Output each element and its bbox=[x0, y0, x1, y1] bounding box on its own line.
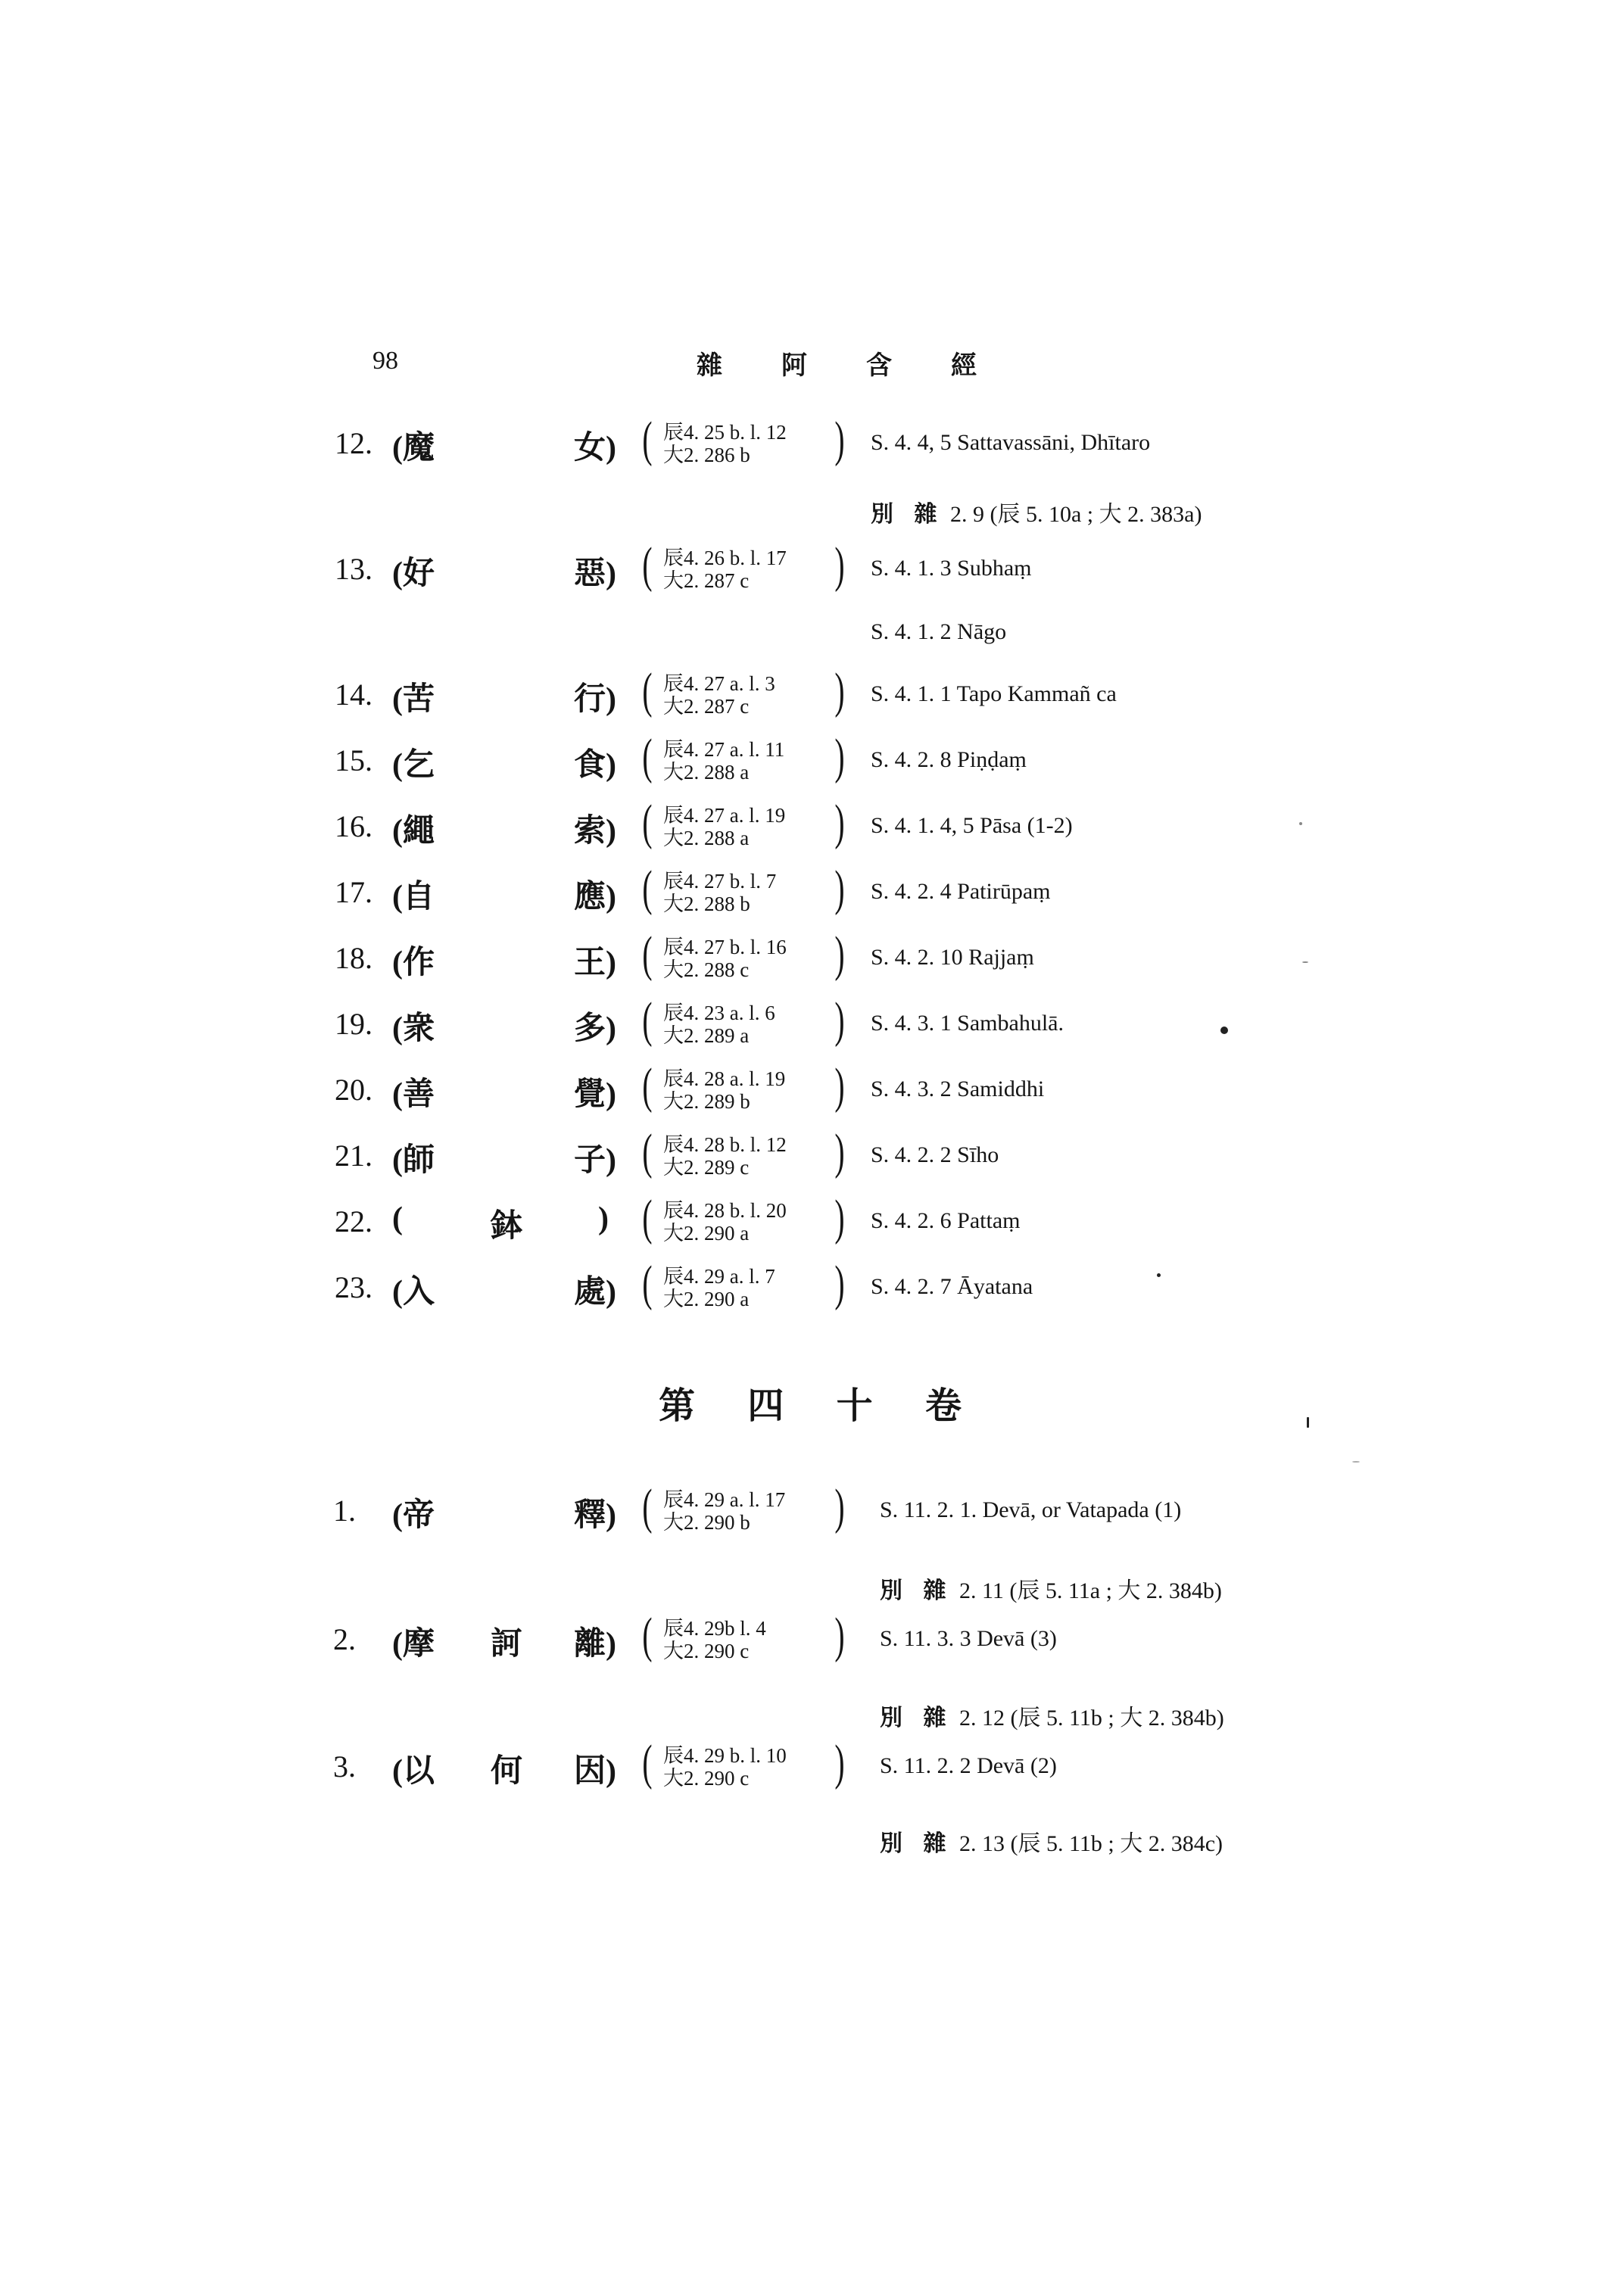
reference-line: 辰4. 28 a. l. 19 bbox=[663, 1067, 786, 1090]
title-middle: 訶 bbox=[491, 1627, 523, 1662]
sutra-entry bbox=[0, 1256, 1624, 1326]
title-close: 應) bbox=[574, 880, 616, 914]
scan-speck bbox=[1302, 961, 1308, 963]
running-title-char: 含 bbox=[866, 352, 892, 380]
pali-parallel: S. 4. 2. 8 Piṇḍaṃ bbox=[871, 747, 1027, 772]
running-title-char: 雜 bbox=[697, 352, 722, 380]
sutra-title bbox=[392, 548, 650, 594]
canon-reference: ( 辰4. 28 b. l. 12 大2. 289 c ) bbox=[642, 1124, 845, 1179]
reference-line: 辰4. 29 a. l. 17 bbox=[663, 1488, 786, 1511]
sutra-title bbox=[392, 422, 650, 468]
pali-parallel: S. 11. 3. 3 Devā (3) bbox=[880, 1626, 1057, 1651]
reference-line: 辰4. 29 b. l. 10 bbox=[663, 1744, 787, 1767]
title-open: (以 bbox=[392, 1754, 435, 1789]
title-open: (師 bbox=[392, 1143, 435, 1178]
heading-char: 四 bbox=[747, 1386, 784, 1426]
pali-parallel: S. 4. 2. 10 Rajjaṃ bbox=[871, 945, 1034, 970]
sutra-title bbox=[392, 1069, 650, 1114]
reference-line: 大2. 287 c bbox=[663, 695, 750, 718]
sutra-title bbox=[392, 1618, 650, 1664]
canon-reference: ( 辰4. 29 b. l. 10 大2. 290 c ) bbox=[642, 1735, 845, 1790]
reference-line: 辰4. 28 b. l. 20 bbox=[663, 1199, 787, 1222]
canon-reference: ( 辰4. 28 b. l. 20 大2. 290 a ) bbox=[642, 1190, 845, 1245]
reference-line: 大2. 290 c bbox=[663, 1640, 750, 1662]
reference-line: 辰4. 27 b. l. 7 bbox=[663, 870, 777, 893]
sutra-title bbox=[392, 1490, 650, 1535]
reference-line: 辰4. 29 a. l. 7 bbox=[663, 1265, 775, 1288]
alt-value: 2. 12 (辰 5. 11b ; 大 2. 384b) bbox=[959, 1706, 1224, 1731]
title-middle: 鉢 bbox=[491, 1209, 523, 1244]
canon-reference: ( 辰4. 26 b. l. 17 大2. 287 c ) bbox=[642, 537, 845, 593]
entry-number: 3. bbox=[333, 1749, 356, 1784]
sutra-entry bbox=[0, 1124, 1624, 1194]
reference-line: 大2. 286 b bbox=[663, 444, 750, 466]
canon-reference: ( 辰4. 29 a. l. 17 大2. 290 b ) bbox=[642, 1479, 845, 1534]
title-close: 惡) bbox=[574, 556, 616, 591]
page-number: 98 bbox=[372, 347, 398, 375]
separate-translation-ref bbox=[871, 495, 1202, 528]
reference-line: 辰4. 27 b. l. 16 bbox=[663, 936, 787, 958]
title-middle: 何 bbox=[491, 1754, 523, 1789]
reference-line: 辰4. 27 a. l. 19 bbox=[663, 804, 786, 827]
canon-reference: ( 辰4. 28 a. l. 19 大2. 289 b ) bbox=[642, 1058, 845, 1114]
reference-line: 大2. 289 b bbox=[663, 1090, 750, 1113]
entry-number: 1. bbox=[333, 1494, 356, 1528]
sutra-title bbox=[392, 740, 650, 785]
sutra-entry bbox=[0, 663, 1624, 733]
canon-reference: ( 辰4. 29b l. 4 大2. 290 c ) bbox=[642, 1608, 845, 1663]
entry-number: 20. bbox=[335, 1073, 372, 1107]
reference-line: 大2. 290 b bbox=[663, 1511, 750, 1534]
entry-number: 15. bbox=[335, 743, 372, 777]
pali-parallel: S. 4. 2. 2 Sīho bbox=[871, 1142, 999, 1167]
sutra-title bbox=[392, 1135, 650, 1180]
separate-translation-ref bbox=[880, 1572, 1222, 1605]
alt-label: 別 雜 bbox=[880, 1831, 954, 1856]
reference-line: 辰4. 27 a. l. 11 bbox=[663, 738, 785, 761]
title-open: (魔 bbox=[392, 431, 435, 466]
title-open: (好 bbox=[392, 556, 435, 591]
sutra-title bbox=[392, 1201, 650, 1246]
alt-label: 別 雜 bbox=[871, 502, 945, 527]
reference-line: 大2. 288 a bbox=[663, 761, 750, 784]
title-close: 因) bbox=[574, 1754, 616, 1789]
title-open: (作 bbox=[392, 946, 435, 980]
reference-line: 大2. 290 a bbox=[663, 1288, 750, 1310]
sutra-entry bbox=[0, 412, 1624, 481]
reference-line: 大2. 290 c bbox=[663, 1767, 750, 1790]
sutra-title bbox=[392, 1003, 650, 1048]
canon-reference: ( 辰4. 25 b. l. 12 大2. 286 b ) bbox=[642, 412, 845, 467]
reference-line: 辰4. 25 b. l. 12 bbox=[663, 421, 787, 444]
sutra-entry bbox=[0, 537, 1624, 607]
sutra-entry bbox=[0, 992, 1624, 1062]
running-title-char: 阿 bbox=[781, 352, 807, 380]
reference-line: 大2. 288 a bbox=[663, 827, 750, 849]
entry-number: 12. bbox=[335, 426, 372, 460]
entry-number: 22. bbox=[335, 1204, 372, 1238]
scan-speck bbox=[1307, 1417, 1309, 1428]
sutra-entry bbox=[0, 1479, 1624, 1549]
reference-line: 大2. 288 c bbox=[663, 958, 750, 981]
sutra-title bbox=[392, 871, 650, 917]
canon-reference: ( 辰4. 27 a. l. 3 大2. 287 c ) bbox=[642, 663, 845, 718]
title-close: 女) bbox=[574, 431, 616, 466]
alt-label: 別 雜 bbox=[880, 1578, 954, 1603]
entry-number: 18. bbox=[335, 941, 372, 975]
title-open: (摩 bbox=[392, 1627, 435, 1662]
canon-reference: ( 辰4. 27 a. l. 19 大2. 288 a ) bbox=[642, 795, 845, 850]
sutra-entry bbox=[0, 729, 1624, 799]
canon-reference: ( 辰4. 27 b. l. 16 大2. 288 c ) bbox=[642, 927, 845, 982]
separate-translation-ref bbox=[880, 1824, 1223, 1858]
sutra-title bbox=[392, 1266, 650, 1312]
title-close: 釋) bbox=[574, 1498, 616, 1533]
title-open: (入 bbox=[392, 1275, 435, 1310]
title-open: (帝 bbox=[392, 1498, 435, 1533]
sutra-entry bbox=[0, 1058, 1624, 1128]
canon-reference: ( 辰4. 27 a. l. 11 大2. 288 a ) bbox=[642, 729, 845, 784]
pali-parallel: S. 4. 3. 2 Samiddhi bbox=[871, 1076, 1045, 1101]
reference-line: 辰4. 29b l. 4 bbox=[663, 1617, 766, 1640]
title-open: (乞 bbox=[392, 748, 435, 783]
title-close: 子) bbox=[574, 1143, 616, 1178]
title-close: 行) bbox=[574, 682, 616, 717]
canon-reference: ( 辰4. 27 b. l. 7 大2. 288 b ) bbox=[642, 861, 845, 916]
reference-line: 辰4. 23 a. l. 6 bbox=[663, 1002, 775, 1024]
reference-line: 大2. 289 c bbox=[663, 1156, 750, 1179]
reference-line: 大2. 288 b bbox=[663, 893, 750, 915]
title-open: (善 bbox=[392, 1077, 435, 1112]
running-title bbox=[697, 344, 977, 382]
pali-parallel: S. 4. 4, 5 Sattavassāni, Dhītaro bbox=[871, 430, 1151, 455]
sutra-title bbox=[392, 1746, 650, 1791]
separate-translation-ref bbox=[880, 1699, 1224, 1732]
scan-speck bbox=[1299, 822, 1302, 825]
sutra-entry bbox=[0, 861, 1624, 930]
entry-number: 2. bbox=[333, 1622, 356, 1656]
title-close: 王) bbox=[574, 946, 616, 980]
title-close: 食) bbox=[574, 748, 616, 783]
alt-value: 2. 9 (辰 5. 10a ; 大 2. 383a) bbox=[950, 502, 1202, 527]
title-close: ) bbox=[598, 1201, 609, 1236]
sutra-title bbox=[392, 674, 650, 719]
reference-line: 大2. 290 a bbox=[663, 1222, 750, 1245]
pali-parallel: S. 4. 3. 1 Sambahulā. bbox=[871, 1011, 1064, 1036]
title-open: (自 bbox=[392, 880, 435, 914]
pali-parallel: S. 11. 2. 2 Devā (2) bbox=[880, 1753, 1057, 1778]
reference-line: 辰4. 26 b. l. 17 bbox=[663, 547, 787, 569]
pali-parallel: S. 11. 2. 1. Devā, or Vatapada (1) bbox=[880, 1497, 1182, 1522]
entry-number: 17. bbox=[335, 875, 372, 909]
entry-number: 23. bbox=[335, 1270, 372, 1304]
title-close: 處) bbox=[574, 1275, 616, 1310]
title-open: (苦 bbox=[392, 682, 435, 717]
sutra-entry bbox=[0, 1190, 1624, 1260]
alt-value: 2. 13 (辰 5. 11b ; 大 2. 384c) bbox=[959, 1831, 1223, 1856]
reference-line: 大2. 289 a bbox=[663, 1024, 750, 1047]
sutra-entry bbox=[0, 1608, 1624, 1678]
reference-line: 辰4. 28 b. l. 12 bbox=[663, 1133, 787, 1156]
title-close: 多) bbox=[574, 1011, 616, 1046]
title-open: ( bbox=[392, 1201, 403, 1236]
sutra-entry bbox=[0, 927, 1624, 996]
sutra-entry bbox=[0, 1735, 1624, 1805]
canon-reference: ( 辰4. 23 a. l. 6 大2. 289 a ) bbox=[642, 992, 845, 1048]
section-heading bbox=[659, 1376, 962, 1428]
entry-number: 14. bbox=[335, 678, 372, 712]
pali-parallel: S. 4. 1. 1 Tapo Kammañ ca bbox=[871, 681, 1117, 706]
canon-reference: ( 辰4. 29 a. l. 7 大2. 290 a ) bbox=[642, 1256, 845, 1311]
heading-char: 第 bbox=[659, 1386, 696, 1426]
title-close: 離) bbox=[574, 1627, 616, 1662]
sutra-title bbox=[392, 805, 650, 851]
sutra-entry bbox=[0, 795, 1624, 865]
title-close: 索) bbox=[574, 814, 616, 849]
heading-char: 卷 bbox=[924, 1386, 962, 1426]
scan-speck bbox=[1352, 1461, 1360, 1463]
alt-value: 2. 11 (辰 5. 11a ; 大 2. 384b) bbox=[959, 1578, 1222, 1603]
alt-label: 別 雜 bbox=[880, 1706, 954, 1731]
pali-parallel: S. 4. 2. 6 Pattaṃ bbox=[871, 1208, 1021, 1233]
entry-number: 16. bbox=[335, 809, 372, 843]
title-open: (繩 bbox=[392, 814, 435, 849]
reference-line: 辰4. 27 a. l. 3 bbox=[663, 672, 775, 695]
pali-parallel: S. 4. 1. 3 Subhaṃ bbox=[871, 556, 1032, 581]
pali-parallel: S. 4. 1. 4, 5 Pāsa (1-2) bbox=[871, 813, 1073, 838]
running-title-char: 經 bbox=[951, 352, 977, 380]
entry-number: 13. bbox=[335, 552, 372, 586]
additional-parallel: S. 4. 1. 2 Nāgo bbox=[871, 619, 1007, 644]
entry-number: 21. bbox=[335, 1139, 372, 1173]
entry-number: 19. bbox=[335, 1007, 372, 1041]
pali-parallel: S. 4. 2. 4 Patirūpaṃ bbox=[871, 879, 1051, 904]
reference-line: 大2. 287 c bbox=[663, 569, 750, 592]
scan-speck bbox=[1220, 1027, 1228, 1034]
heading-char: 十 bbox=[836, 1386, 873, 1426]
sutra-title bbox=[392, 937, 650, 983]
pali-parallel: S. 4. 2. 7 Āyatana bbox=[871, 1274, 1033, 1299]
title-close: 覺) bbox=[574, 1077, 616, 1112]
title-open: (衆 bbox=[392, 1011, 435, 1046]
scan-speck bbox=[1157, 1273, 1161, 1277]
